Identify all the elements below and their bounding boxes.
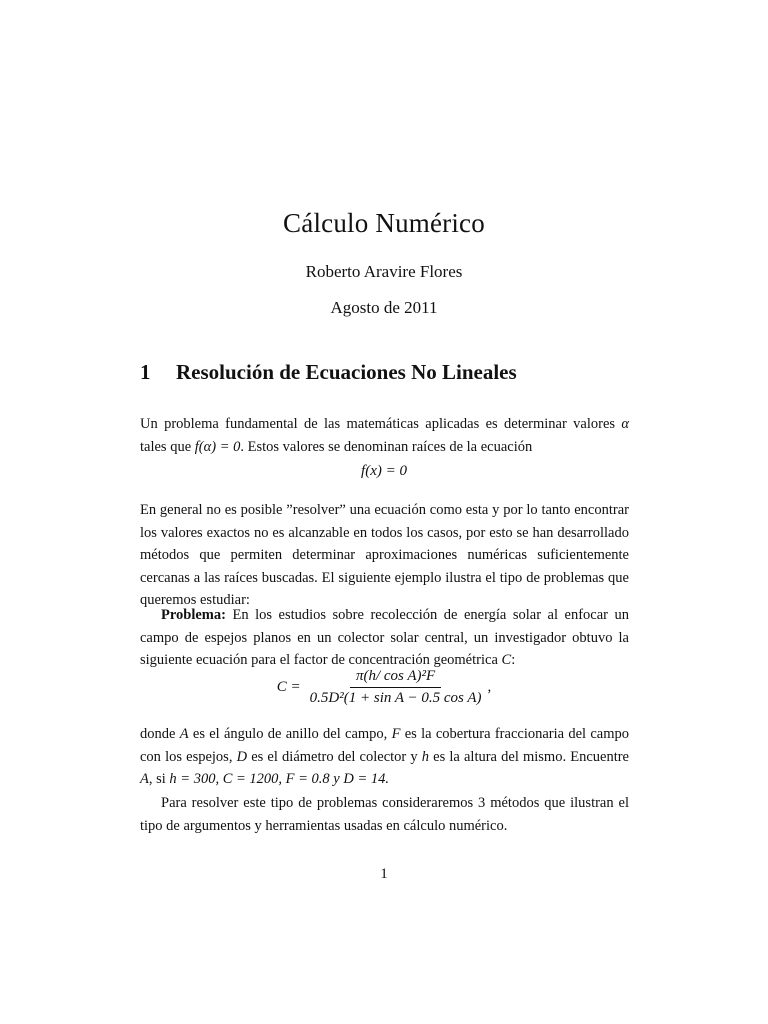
problem-end: :	[511, 652, 516, 668]
vars-text-3: es la cobertura fraccionaria del campo con los espejos,	[140, 726, 630, 765]
vars-text-6: , si	[148, 771, 170, 787]
var-f: F	[391, 726, 401, 742]
intro-text-b: . Estos valores se denominan raíces de la ecuación	[240, 438, 533, 455]
vars-text-2: es el ángulo de anillo del campo,	[188, 726, 392, 742]
alpha-symbol: α	[621, 416, 630, 432]
intro-line-1: Un problema fundamental de las matemáticas aplicadas es determinar valores	[140, 416, 616, 432]
var-h: h	[421, 748, 430, 765]
section-title: Resolución de Ecuaciones No Lineales	[176, 360, 517, 384]
problem-text: En los estudios sobre recolección de energía solar al enfocar un campo de espejos planos en un colector solar central, un investigador obtuvo la siguiente ecuación para el factor de concentración geométrica	[140, 607, 629, 668]
equation-lhs: C =	[276, 679, 301, 695]
equation-denominator: 0.5D²(1 + sin A − 0.5 cos A)	[309, 690, 482, 706]
var-c: C	[501, 652, 512, 668]
document-date: Agosto de 2011	[330, 298, 438, 317]
f-alpha-expression: f(α) = 0	[194, 438, 241, 455]
var-d: D	[236, 748, 248, 765]
vars-text-4: es el diámetro del colector y	[247, 748, 422, 765]
given-conditions: h = 300, C = 1200, F = 0.8 y D = 14.	[169, 771, 389, 787]
paragraph-problem	[140, 604, 629, 672]
equation-concentration	[0, 668, 768, 707]
document-title: Cálculo Numérico	[283, 208, 485, 238]
equation-comma: ,	[487, 679, 492, 695]
equation-fraction	[306, 668, 486, 707]
document-author: Roberto Aravire Flores	[305, 262, 463, 281]
vars-text-5: es la altura del mismo. Encuentre	[429, 748, 629, 765]
equation-f-x: f(x) = 0	[361, 463, 407, 479]
paragraph-intro	[140, 413, 629, 458]
intro-text-a: tales que	[140, 438, 195, 455]
var-a-2: A	[140, 771, 149, 787]
paragraph-methods: Para resolver este tipo de problemas consideraremos 3 métodos que ilustran el tipo de argumentos y herramientas usadas en cálculo numérico.	[140, 795, 629, 834]
vars-text-1: donde	[140, 726, 180, 742]
paragraph-general: En general no es posible ”resolver” una ecuación como esta y por lo tanto encontrar los valores exactos no es alcanzable en todos los casos, por esto se han desarrollado métodos que permiten determinar aproximaciones numéricas suficientemente cercanas a las raíces buscadas. El siguiente ejemplo ilustra el tipo de problemas que queremos estudiar:	[140, 502, 629, 608]
var-a: A	[179, 726, 189, 742]
section-number: 1	[140, 360, 151, 384]
problem-label: Problema:	[161, 607, 226, 623]
section-heading	[140, 360, 517, 385]
paragraph-variables	[140, 723, 629, 791]
page-number: 1	[380, 866, 388, 882]
equation-numerator: π(h/ cos A)²F	[350, 668, 441, 688]
